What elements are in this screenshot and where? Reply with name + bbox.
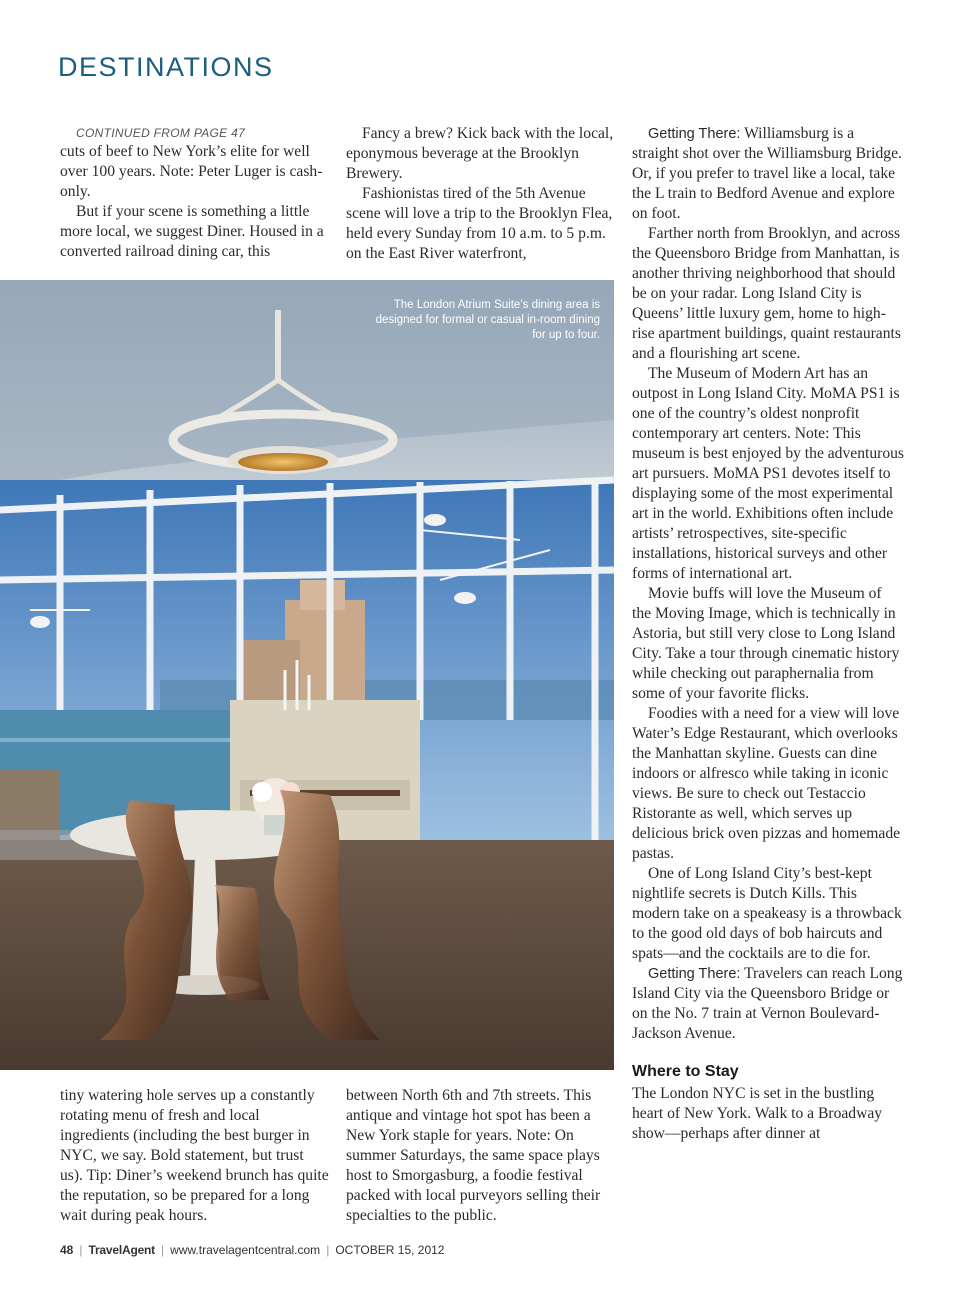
continued-from-label: CONTINUED FROM PAGE 47 (76, 126, 246, 140)
paragraph: Movie buffs will love the Museum of the Moving Image, which is technically in Astoria, but still very close to Long Island City. Take a tour through cinematic history while checking out paraphernalia from some of your favorite flicks. (632, 585, 900, 702)
dining-room-photo (0, 280, 614, 1070)
paragraph: But if your scene is something a little more local, we suggest Diner. Housed in a converted railroad dining car, this (60, 203, 324, 260)
paragraph (632, 124, 904, 224)
paragraph: Fashionistas tired of the 5th Avenue scene will love a trip to the Brooklyn Flea, held every Sunday from 10 a.m. to 5 p.m. on the East River waterfront, (346, 185, 613, 262)
paragraph: Farther north from Brooklyn, and across the Queensboro Bridge from Manhattan, is another thriving neighborhood that should be on your radar. Long Island City is Queens’ little luxury gem, home to high-rise apartment buildings, quaint restaurants and a flourishing art scene. (632, 225, 901, 362)
column-1-top (60, 124, 330, 262)
paragraph-text: Williamsburg is a straight shot over the Williamsburg Bridge. Or, if you prefer to travel like a local, take the L train to Bedford Avenue and explore on foot. (632, 125, 902, 222)
paragraph: Foodies with a need for a view will love Water’s Edge Restaurant, which overlooks the Manhattan skyline. Guests can dine indoors or alfresco while taking in iconic views. Be sure to check out Testaccio Ristorante as well, which serves up delicious brick oven pizzas and homemade pastas. (632, 705, 901, 862)
paragraph: One of Long Island City’s best-kept nightlife secrets is Dutch Kills. This modern take on a speakeasy is a throwback to the good old days of bob haircuts and spats—and the cocktails are to die for. (632, 865, 902, 962)
getting-there-label: Getting There: (648, 126, 741, 142)
publication-name: TravelAgent (88, 1243, 155, 1257)
column-2-top (346, 124, 616, 264)
column-2-bottom (346, 1086, 618, 1226)
paragraph: between North 6th and 7th streets. This antique and vintage hot spot has been a New York staple for years. Note: On summer Saturdays, the same space plays host to Smorgasburg, a foodie festival packed with local purveyors selling their specialties to the public. (346, 1087, 601, 1224)
column-1-bottom (60, 1086, 330, 1226)
page-number: 48 (60, 1243, 74, 1257)
paragraph: Fancy a brew? Kick back with the local, eponymous beverage at the Brooklyn Brewery. (346, 125, 614, 182)
paragraph: tiny watering hole serves up a constantly rotating menu of fresh and local ingredients (including the best burger in NYC, we say. Bold statement, but trust us). Tip: Diner’s weekend brunch has quite the reputation, so be prepared for a long wait during peak hours. (60, 1087, 329, 1224)
issue-date: OCTOBER 15, 2012 (335, 1243, 445, 1257)
column-3 (632, 124, 904, 1144)
footer-url[interactable]: www.travelagentcentral.com (170, 1243, 321, 1257)
page-footer: 48 | TravelAgent | www.travelagentcentral.com | OCTOBER 15, 2012 (60, 1243, 445, 1257)
paragraph: The Museum of Modern Art has an outpost in Long Island City. MoMA PS1 is one of the country’s oldest nonprofit contemporary art centers. Note: This museum is best enjoyed by the adventurous art pursuers. MoMA PS1 devotes itself to displaying some of the most experimental art in the world. Exhibitions often include artists’ retrospectives, site-specific installations, historical surveys and other forms of international art. (632, 365, 904, 582)
dining-room-illustration (0, 280, 614, 1070)
section-title: DESTINATIONS (58, 52, 274, 83)
photo-caption: The London Atrium Suite’s dining area is designed for formal or casual in-room dining for up to four. (375, 299, 600, 341)
paragraph: cuts of beef to New York’s elite for well over 100 years. Note: Peter Luger is cash-only. (60, 143, 323, 200)
paragraph: The London NYC is set in the bustling heart of New York. Walk to a Broadway show—perhaps after dinner at (632, 1085, 883, 1142)
getting-there-label: Getting There: (648, 966, 741, 982)
paragraph-text: Travelers can reach Long Island City via the Queensboro Bridge or on the No. 7 train at Vernon Boulevard-Jackson Avenue. (632, 965, 903, 1042)
subhead-where-to-stay: Where to Stay (632, 1063, 739, 1080)
paragraph (632, 964, 904, 1044)
